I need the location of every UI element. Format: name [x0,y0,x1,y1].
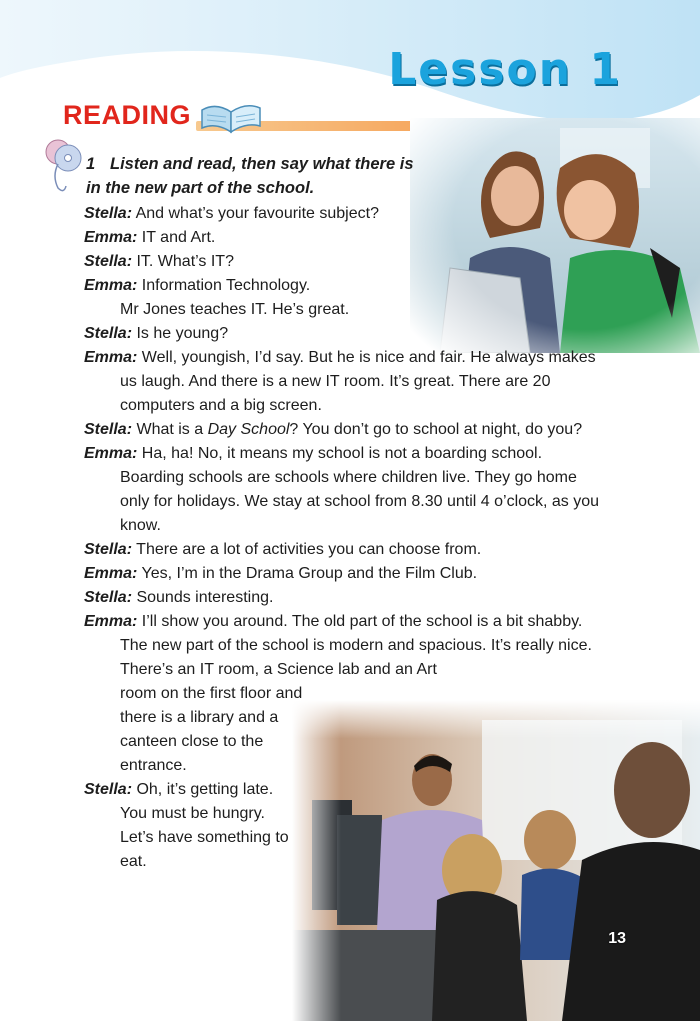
dialogue-line [84,610,604,682]
line-text: Oh, it’s getting late. You must be hungry. Let’s have something to eat. [120,781,289,870]
task-number: 1 [86,155,96,173]
dialogue-line-continued [84,682,320,778]
dialogue-line [84,442,604,538]
speaker: Stella: [84,781,133,798]
speaker: Stella: [84,589,133,606]
lesson-title: Lesson 1 [388,44,622,95]
dialogue-line [84,562,604,586]
task-heading [86,152,426,200]
dialogue-line [84,346,604,418]
speaker: Emma: [84,229,138,246]
dialogue [84,202,604,874]
speaker: Emma: [84,277,138,294]
task-instruction: Listen and read, then say what there is in the new part of the school. [86,155,414,197]
line-text: Well, youngish, I’d say. But he is nice and fair. He always makes us laugh. And there is a new IT room. It’s great. There are 20 computers and a big screen. [120,349,596,414]
line-text: Sounds interesting. [132,589,274,606]
line-text: I’ll show you around. The old part of the school is a bit shabby. The new part of the school is modern and spacious. It’s really nice. There’s an IT room, a Science lab and an Art [120,613,592,678]
line-text: Is he young? [132,325,229,342]
line-text: room on the first floor and there is a library and a canteen close to the entrance. [120,685,303,774]
dialogue-line [84,250,604,274]
audio-cd-icon [44,138,84,198]
speaker: Stella: [84,421,133,438]
speaker: Stella: [84,205,133,222]
line-text: IT. What’s IT? [132,253,234,270]
dialogue-line [84,226,604,250]
speaker: Stella: [84,541,133,558]
dialogue-line [84,322,604,346]
speaker: Stella: [84,253,133,270]
speaker: Emma: [84,445,138,462]
section-label: READING [63,100,192,130]
page-number: 13 [608,930,626,947]
dialogue-line [84,538,604,562]
dialogue-line [84,778,290,874]
line-text: Information Technology. [137,277,311,294]
line-text: And what’s your favourite subject? [132,205,379,222]
open-book-icon [198,100,264,134]
line-text: Mr Jones teaches IT. He’s great. [120,301,350,318]
speaker: Stella: [84,325,133,342]
speaker: Emma: [84,565,138,582]
line-text: Yes, I’m in the Drama Group and the Film Club. [137,565,478,582]
speaker: Emma: [84,349,138,366]
line-text-italic: Day School [207,421,290,438]
line-text: IT and Art. [137,229,216,246]
line-text: ? You don’t go to school at night, do you? [289,421,583,438]
line-text: There are a lot of activities you can choose from. [132,541,482,558]
dialogue-line [84,418,604,442]
dialogue-line [84,202,604,226]
dialogue-line [84,274,604,322]
speaker: Emma: [84,613,138,630]
dialogue-line [84,586,604,610]
line-text: Ha, ha! No, it means my school is not a boarding school. Boarding schools are schools where children live. They go home only for holidays. We stay at school from 8.30 until 4 o’clock, as you know. [120,445,600,534]
line-text: What is a [132,421,208,438]
